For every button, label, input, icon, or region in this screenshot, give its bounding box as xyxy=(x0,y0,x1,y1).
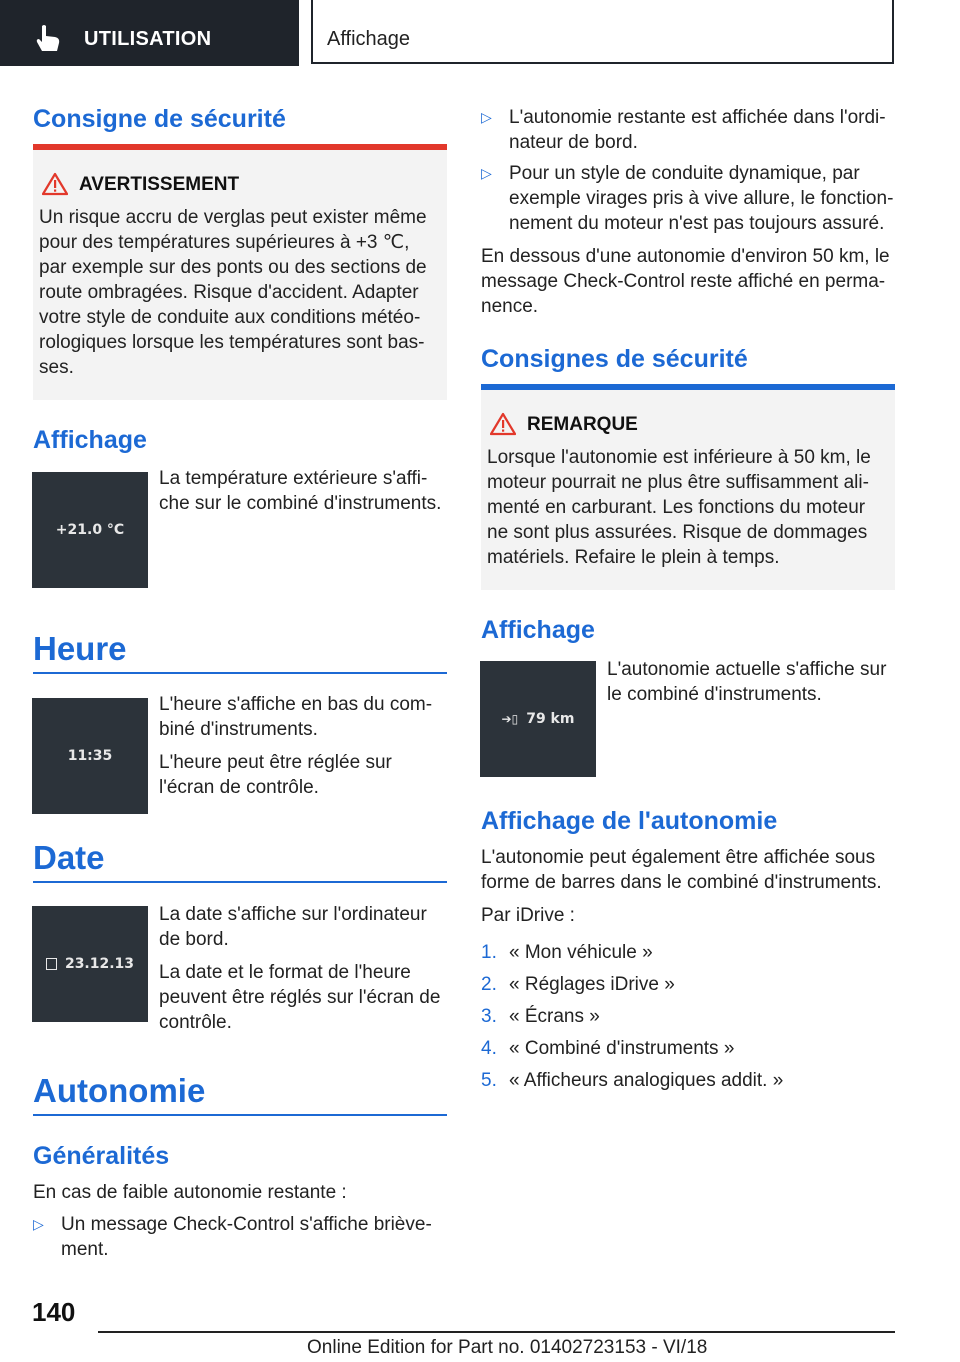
time-thumbnail: 11:35 xyxy=(32,698,148,814)
autonomie-heading: Autonomie xyxy=(33,1072,206,1109)
range-text: L'autonomie actuelle s'affiche sur le combiné d'instruments. xyxy=(607,659,887,705)
safety-notes-heading: Consignes de sécurité xyxy=(481,345,748,373)
step-label: « Réglages iDrive » xyxy=(509,974,675,995)
bullet-triangle-icon: ▷ xyxy=(481,165,492,181)
range-display-text: L'autonomie peut également être affichée sous forme de barres dans le combiné d'instruments. xyxy=(481,847,882,893)
footer-rule xyxy=(98,1331,895,1333)
generalites-text: En cas de faible autonomie restante : xyxy=(33,1182,347,1203)
step-number: 1. xyxy=(481,942,497,963)
range-thumbnail-value: 79 km xyxy=(526,711,575,727)
range-thumbnail xyxy=(480,661,596,777)
heure-rule xyxy=(33,672,447,674)
step-number: 2. xyxy=(481,974,497,995)
warning-title: AVERTISSEMENT xyxy=(79,174,240,195)
step-label: « Mon véhicule » xyxy=(509,942,653,963)
heure-text-1: L'heure s'affiche en bas du combiné d'instruments. xyxy=(159,694,433,740)
warning-box xyxy=(33,144,447,400)
generalites-heading: Généralités xyxy=(33,1142,170,1170)
step-label: « Écrans » xyxy=(509,1006,600,1027)
step-number: 4. xyxy=(481,1038,497,1059)
section-label: UTILISATION xyxy=(84,28,212,50)
bullet-item xyxy=(481,105,895,155)
warning-text: Un risque accru de verglas peut exister même pour des températures supérieures à +3 ℃, par exemple sur des ponts ou des sections de route ombragées. Risque d'accident. Adapter votre style de conduite aux conditions météorologiques lorsque les températures sont basses. xyxy=(39,207,427,378)
step-label: « Afficheurs analogiques addit. » xyxy=(509,1070,784,1091)
topic-label: Affichage xyxy=(327,28,411,50)
note-title: REMARQUE xyxy=(527,414,638,435)
note-box xyxy=(481,384,895,590)
bullet-text: Un message Check-Control s'affiche brièvement. xyxy=(61,1214,432,1260)
fuel-pump-icon: ➔▯ xyxy=(501,712,519,726)
section-tab xyxy=(0,0,299,66)
step-label: « Combiné d'instruments » xyxy=(509,1038,735,1059)
note-bar xyxy=(481,384,895,390)
hand-pointer-icon xyxy=(33,24,63,52)
temperature-text: La température extérieure s'affiche sur le combiné d'instruments. xyxy=(159,468,442,514)
right-display-heading: Affichage xyxy=(481,616,595,644)
bullet-text: L'autonomie restante est affichée dans l'ordinateur de bord. xyxy=(509,107,886,153)
calendar-icon xyxy=(46,958,57,970)
warning-triangle-icon xyxy=(42,172,68,196)
heure-text-2: L'heure peut être réglée sur l'écran de contrôle. xyxy=(159,752,392,798)
date-thumbnail xyxy=(32,906,148,1022)
bullet-text: Pour un style de conduite dynamique, par exemple virages pris à vive allure, le fonctionnement du moteur n'est pas toujours assuré. xyxy=(509,163,894,234)
warning-triangle-icon xyxy=(490,412,516,436)
bullet-item xyxy=(481,161,895,236)
heure-heading: Heure xyxy=(33,630,127,667)
range-display-heading: Affichage de l'autonomie xyxy=(481,807,778,835)
below-50km-text: En dessous d'une autonomie d'environ 50 km, le message Check-Control reste affiché en permanence. xyxy=(481,246,890,317)
step-number: 5. xyxy=(481,1070,497,1091)
date-text-1: La date s'affiche sur l'ordinateur de bord. xyxy=(159,904,427,950)
date-heading: Date xyxy=(33,839,105,876)
step-number: 3. xyxy=(481,1006,497,1027)
via-idrive-text: Par iDrive : xyxy=(481,905,575,926)
topic-header xyxy=(311,0,894,64)
autonomie-rule xyxy=(33,1114,447,1116)
bullet-triangle-icon: ▷ xyxy=(33,1216,44,1232)
edition-text: Online Edition for Part no. 01402723153 - VI/18 xyxy=(307,1337,708,1358)
note-text: Lorsque l'autonomie est inférieure à 50 km, le moteur pourrait ne plus être suffisamment alimenté en carburant. Les fonctions du moteur ne sont plus assurées. Risque de dommages matériels. Refaire le plein à temps. xyxy=(487,447,871,568)
date-text-2: La date et le format de l'heure peuvent être réglés sur l'écran de contrôle. xyxy=(159,962,441,1033)
date-thumbnail-value: 23.12.13 xyxy=(64,956,135,972)
temperature-thumbnail: +21.0 °C xyxy=(32,472,148,588)
safety-heading: Consigne de sécurité xyxy=(33,105,286,133)
warning-bar xyxy=(33,144,447,150)
bullet-item xyxy=(33,1212,447,1262)
date-rule xyxy=(33,881,447,883)
bullet-triangle-icon: ▷ xyxy=(481,109,492,125)
display-heading: Affichage xyxy=(33,426,147,454)
page-number: 140 xyxy=(32,1297,76,1327)
